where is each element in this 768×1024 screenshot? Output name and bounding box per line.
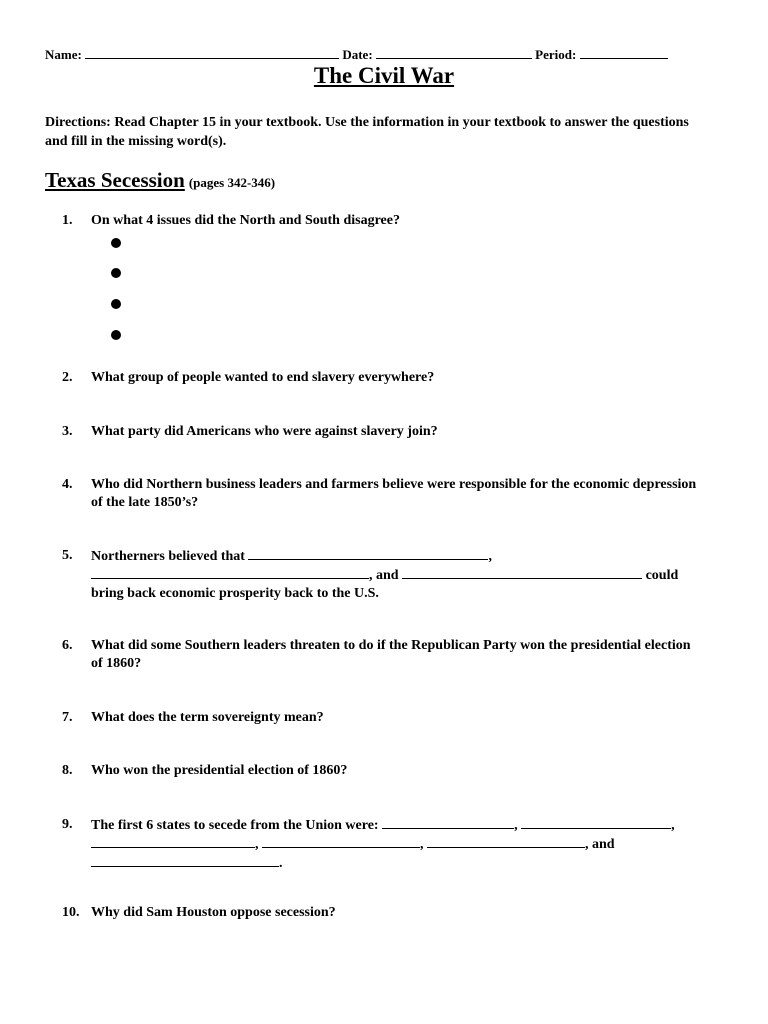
question-1: [62, 212, 702, 230]
question-8: [62, 762, 702, 780]
question-number: 6.: [62, 638, 73, 653]
question-text: What party did Americans who were against slavery join?: [91, 424, 438, 439]
question-text: What did some Southern leaders threaten to do if the Republican Party won the presidential election of 1860?: [91, 638, 691, 671]
question-text: Who did Northern business leaders and farmers believe were responsible for the economic depression of the late 1850’s?: [91, 477, 697, 510]
question-text: Why did Sam Houston oppose secession?: [91, 905, 336, 920]
question-text: What does the term sovereignty mean?: [91, 710, 324, 725]
question-number: 1.: [62, 213, 73, 228]
question-9: [62, 816, 702, 873]
section-pages: (pages 342-346): [188, 175, 276, 190]
answer-blank[interactable]: [427, 835, 585, 848]
bullet-icon: [111, 238, 121, 248]
date-label: Date:: [342, 47, 373, 62]
answer-blank[interactable]: [262, 835, 420, 848]
question-number: 9.: [62, 817, 73, 832]
answer-blank[interactable]: [91, 835, 255, 848]
question-text: What group of people wanted to end slavery everywhere?: [91, 370, 435, 385]
bullet-icon: [111, 268, 121, 278]
question-5: [62, 547, 702, 603]
question-text: On what 4 issues did the North and South disagree?: [91, 213, 400, 228]
section-title: Texas Secession: [45, 168, 185, 192]
bullet-icon: [111, 299, 121, 309]
question-text: The first 6 states to secede from the Union were: , , , , , and .: [91, 818, 675, 871]
answer-blank[interactable]: [91, 566, 369, 579]
date-blank[interactable]: [376, 46, 532, 59]
question-4: [62, 476, 702, 512]
question-number: 2.: [62, 370, 73, 385]
question-7: [62, 709, 702, 727]
question-number: 8.: [62, 763, 73, 778]
question-number: 10.: [62, 905, 80, 920]
section-heading: [45, 168, 275, 193]
header-fields: [45, 46, 735, 63]
bullet-icon: [111, 330, 121, 340]
question-2: [62, 369, 702, 387]
answer-blank[interactable]: [91, 854, 279, 867]
name-blank[interactable]: [85, 46, 339, 59]
page-title: The Civil War: [313, 63, 455, 88]
question-10: [62, 904, 702, 922]
answer-blank[interactable]: [521, 816, 671, 829]
question-3: [62, 423, 702, 441]
period-label: Period:: [535, 47, 577, 62]
question-number: 5.: [62, 548, 73, 563]
directions: Directions: Read Chapter 15 in your textbook. Use the information in your textbook to answer the questions and fill in the missing word(s).: [45, 115, 689, 149]
question-number: 4.: [62, 477, 73, 492]
answer-blank[interactable]: [248, 547, 488, 560]
question-number: 7.: [62, 710, 73, 725]
question-number: 3.: [62, 424, 73, 439]
question-text: Northerners believed that , , and could bring back economic prosperity back to the U.S.: [91, 549, 679, 601]
answer-blank[interactable]: [402, 566, 642, 579]
name-label: Name:: [45, 47, 82, 62]
question-6: [62, 637, 702, 673]
period-blank[interactable]: [580, 46, 668, 59]
question-text: Who won the presidential election of 1860?: [91, 763, 348, 778]
answer-blank[interactable]: [382, 816, 514, 829]
